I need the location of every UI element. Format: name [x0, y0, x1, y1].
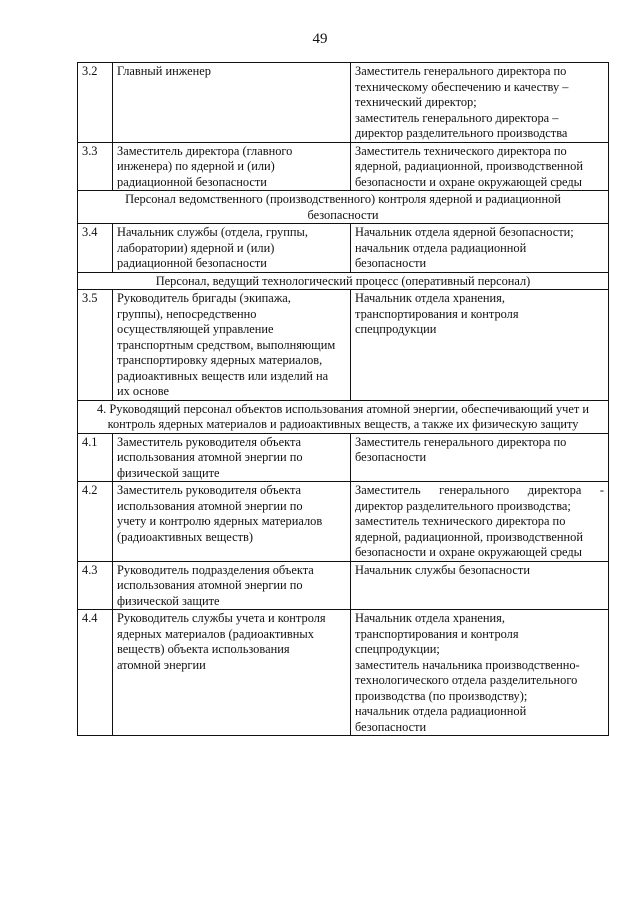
cell-line: их основе: [117, 384, 170, 398]
item-number: 3.3: [78, 142, 113, 191]
section-header-row: [78, 272, 609, 290]
cell-line: ядерных материалов (радиоактивных: [117, 626, 314, 641]
cell-line: директор разделительного производства;: [355, 498, 571, 513]
cell-line: спецпродукции;: [355, 642, 440, 656]
cell-line: технический директор;: [355, 95, 477, 109]
cell-line: безопасности: [355, 450, 427, 464]
section-header-row: [78, 191, 609, 224]
position-cell: [113, 561, 351, 610]
cell-line: начальник отдела радиационной: [355, 240, 527, 255]
cell-line: техническому обеспечению и качеству –: [355, 79, 569, 94]
cell-line: транспортирования и контроля: [355, 626, 519, 641]
cell-line: использования атомной энергии по: [117, 498, 303, 513]
cell-line: осуществляющей управление: [117, 322, 274, 336]
cell-line: физической защите: [117, 465, 220, 480]
cell-line: радиационной безопасности: [117, 256, 267, 270]
cell-line: Руководитель бригады (экипажа,: [117, 291, 291, 305]
cell-line: инженера) по ядерной и (или): [117, 159, 275, 173]
cell-line: использования атомной энергии по: [117, 450, 303, 464]
cell-line: группы), непосредственно: [117, 306, 257, 321]
position-cell: [113, 224, 351, 273]
cell-line: ядерной, радиационной, производственной: [355, 529, 583, 544]
approver-cell: [351, 561, 609, 610]
cell-line: Начальник службы (отдела, группы,: [117, 225, 308, 239]
cell-line: Начальник отдела ядерной безопасности;: [355, 225, 574, 239]
cell-line: Заместитель генерального директора по: [355, 434, 567, 449]
approver-cell: [351, 290, 609, 401]
cell-line: Руководитель службы учета и контроля: [117, 611, 326, 625]
item-number: 3.5: [78, 290, 113, 401]
cell-line: радиационной безопасности: [117, 174, 267, 189]
item-number: 3.4: [78, 224, 113, 273]
cell-line: заместитель начальника производственно-: [355, 657, 580, 672]
cell-line: физической защите: [117, 593, 220, 608]
cell-line: транспортным средством, выполняющим: [117, 337, 336, 352]
table-row: [78, 433, 609, 482]
table-row: [78, 482, 609, 562]
position-cell: [113, 142, 351, 191]
cell-line: транспортировку ядерных материалов,: [117, 353, 323, 367]
cell-line: Руководитель подразделения объекта: [117, 562, 314, 577]
cell-line: спецпродукции: [355, 322, 437, 336]
positions-table: [77, 62, 609, 736]
position-cell: [113, 433, 351, 482]
section-title: [78, 272, 609, 290]
position-cell: [113, 63, 351, 143]
cell-line: (радиоактивных веществ): [117, 529, 253, 544]
table-row: [78, 224, 609, 273]
table-row: [78, 63, 609, 143]
cell-line: технологического отдела разделительного: [355, 673, 578, 687]
item-number: 4.1: [78, 433, 113, 482]
table-row: [78, 290, 609, 401]
approver-cell: [351, 433, 609, 482]
cell-line: радиоактивных веществ или изделий на: [117, 368, 329, 383]
section-title: [78, 400, 609, 433]
position-cell: [113, 610, 351, 736]
table-row: [78, 142, 609, 191]
cell-line: 4. Руководящий персонал объектов использования атомной энергии, обеспечивающий учет и: [96, 401, 590, 416]
table-row: [78, 561, 609, 610]
page-number: 49: [312, 31, 328, 47]
item-number: 4.3: [78, 561, 113, 610]
cell-line: Заместитель генерального директора по: [355, 64, 567, 78]
table-row: [78, 610, 609, 736]
approver-cell: [351, 482, 609, 562]
item-number: 4.2: [78, 482, 113, 562]
cell-line: ядерной, радиационной, производственной: [355, 159, 583, 173]
cell-line: директор разделительного производства: [355, 126, 568, 140]
approver-cell: [351, 224, 609, 273]
cell-line: лаборатории) ядерной и (или): [117, 240, 275, 255]
cell-line: безопасности: [355, 719, 427, 734]
cell-line: Персонал, ведущий технологический процесс (оперативный персонал): [155, 273, 531, 288]
cell-line: Главный инженер: [117, 64, 211, 78]
cell-line: Заместитель руководителя объекта: [117, 434, 302, 449]
position-cell: [113, 290, 351, 401]
cell-line: заместитель технического директора по: [355, 514, 566, 528]
item-number: 3.2: [78, 63, 113, 143]
cell-line: безопасности и охране окружающей среды: [355, 174, 582, 189]
cell-line: учету и контролю ядерных материалов: [117, 514, 323, 528]
cell-line: транспортирования и контроля: [355, 306, 519, 321]
cell-line: безопасности и охране окружающей среды: [355, 545, 582, 559]
cell-line: Начальник отдела хранения,: [355, 291, 505, 305]
cell-line: безопасности: [307, 207, 379, 222]
cell-line: Начальник службы безопасности: [355, 562, 530, 577]
approver-cell: [351, 63, 609, 143]
item-number: 4.4: [78, 610, 113, 736]
cell-line: заместитель генерального директора –: [355, 110, 559, 125]
cell-line: веществ) объекта использования: [117, 642, 290, 656]
position-cell: [113, 482, 351, 562]
approver-cell: [351, 610, 609, 736]
table-body: [78, 63, 609, 736]
section-header-row: [78, 400, 609, 433]
cell-line: производства (по производству);: [355, 688, 528, 703]
cell-line: безопасности: [355, 256, 427, 270]
cell-line: использования атомной энергии по: [117, 578, 303, 592]
cell-line: Персонал ведомственного (производственного) контроля ядерной и радиационной: [125, 192, 561, 206]
cell-line: Заместитель технического директора по: [355, 143, 567, 158]
cell-line: начальник отдела радиационной: [355, 704, 527, 718]
cell-line: Заместитель генерального директора -: [355, 483, 604, 497]
section-title: [78, 191, 609, 224]
cell-line: контроль ядерных материалов и радиоактивных веществ, а также их физическую защиту: [107, 417, 579, 431]
cell-line: Начальник отдела хранения,: [355, 611, 505, 625]
cell-line: Заместитель руководителя объекта: [117, 483, 302, 497]
cell-line: Заместитель директора (главного: [117, 143, 293, 158]
approver-cell: [351, 142, 609, 191]
cell-line: атомной энергии: [117, 657, 206, 672]
